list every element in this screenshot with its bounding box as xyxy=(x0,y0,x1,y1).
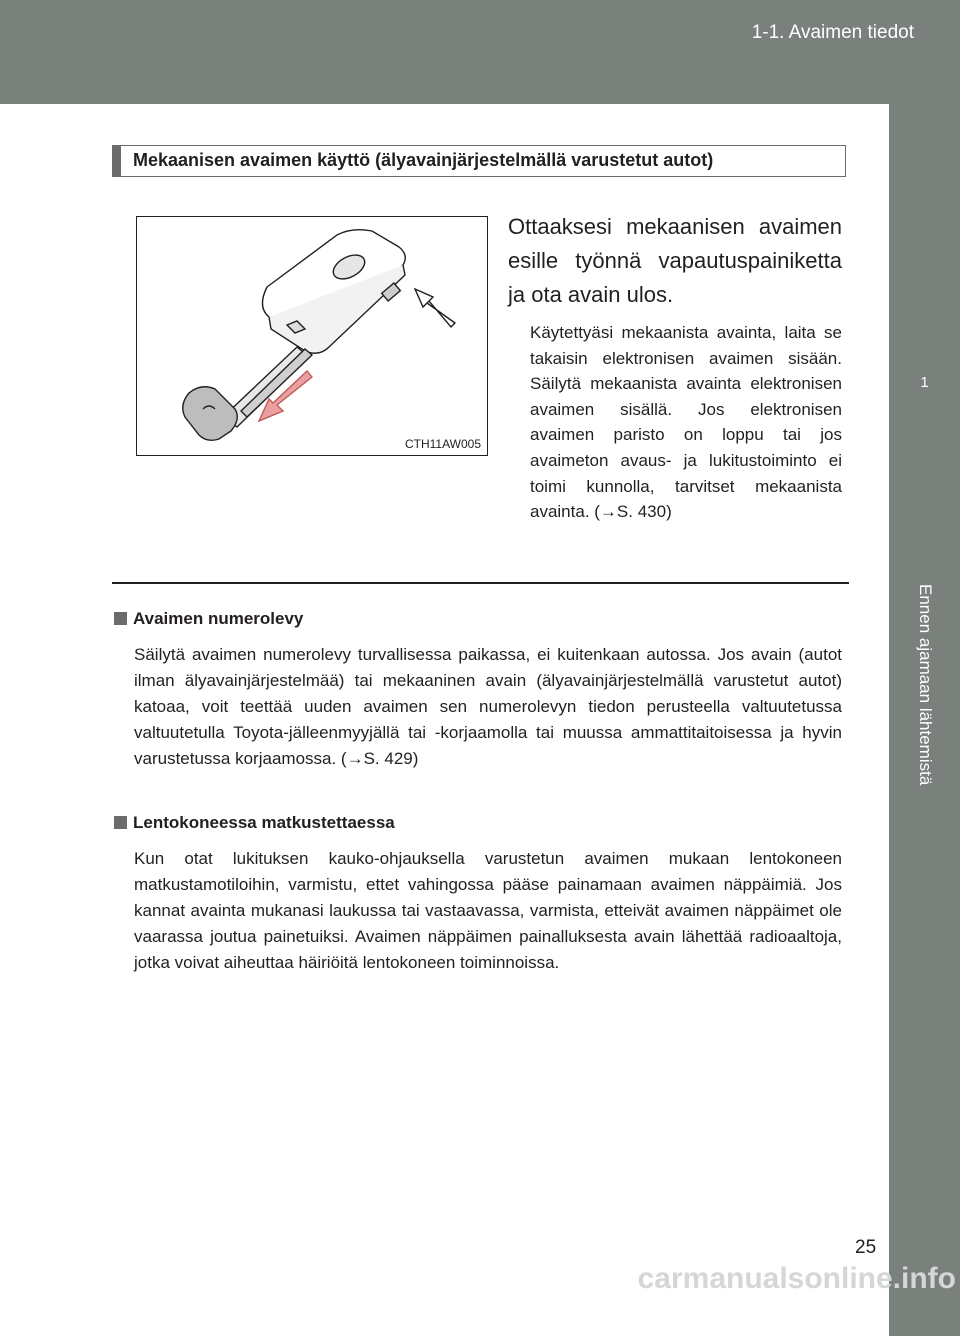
heading-accent-bar xyxy=(113,146,121,176)
chapter-number: 1 xyxy=(920,374,929,391)
smart-key-illustration xyxy=(136,216,488,456)
subsection-heading-1 xyxy=(114,609,303,629)
subsection-title-2: Lentokoneessa matkustettaessa xyxy=(133,813,395,832)
smart-key-drawing-icon xyxy=(137,217,487,455)
square-bullet-icon xyxy=(114,816,127,829)
note-text: Käytettyäsi mekaanista avainta, laita se takaisin elektronisen avaimen sisään. Säilytä mekaanista avainta elektronisen avaimen sisällä. Jos elektronisen avaimen paristo on loppu tai jos avaimeton avaus- ja lukitustoiminto ei toimi kunnolla, tarvitset mekaanista avainta. (→S. 430) xyxy=(530,323,842,522)
illustration-code: CTH11AW005 xyxy=(404,437,481,451)
section-divider xyxy=(112,582,849,584)
subsection-heading-2 xyxy=(114,813,395,833)
page-number: 25 xyxy=(855,1237,877,1258)
watermark: carmanualsonline.info xyxy=(637,1262,956,1295)
subsection-title-1: Avaimen numerolevy xyxy=(133,609,304,628)
subsection-body-1: Säilytä avaimen numerolevy turvallisessa paikassa, ei kuitenkaan autossa. Jos avain (autot ilman älyavainjärjestelmää) tai mekaaninen avain (älyavainjärjestelmällä varustetut autot) katoaa, voit teettää uuden avaimen sen numerolevyn tiedon perusteella valtuutetussa valtuutetulla Toyota-jälleenmyyjällä tai -korjaamolla tai muussa ammattitaitoisessa ja hyvin varustetussa korjaamossa. (→S. 429) xyxy=(134,645,842,768)
box-heading-text: Mekaanisen avaimen käyttö (älyavainjärjestelmällä varustetut autot) xyxy=(133,150,714,170)
chapter-side-tab xyxy=(889,104,960,1299)
section-title: 1-1. Avaimen tiedot xyxy=(751,22,914,43)
chapter-title xyxy=(915,584,935,614)
box-heading xyxy=(112,145,846,177)
lead-instruction: Ottaaksesi mekaanisen avaimen esille työnnä vapautuspainiketta ja ota avain ulos. xyxy=(508,214,842,307)
square-bullet-icon xyxy=(114,612,127,625)
chapter-tab-block xyxy=(889,336,960,1336)
top-header-band xyxy=(0,0,960,104)
subsection-body-2: Kun otat lukituksen kauko-ohjauksella varustetun avaimen mukaan lentokoneen matkustamotiloihin, varmistu, ettet vahingossa pääse painamaan avaimen näppäimiä. Jos kannat avainta mukanasi laukussa tai vastaavassa, varmista, etteivät avaimen näppäimet ole vaarassa joutua painetuiksi. Avaimen näppäimen painalluksesta avain lähettää radioaaltoja, jotka voivat aiheuttaa häiriöitä lentokoneen toiminnoissa. xyxy=(134,849,842,972)
chapter-tab-top xyxy=(889,104,960,336)
